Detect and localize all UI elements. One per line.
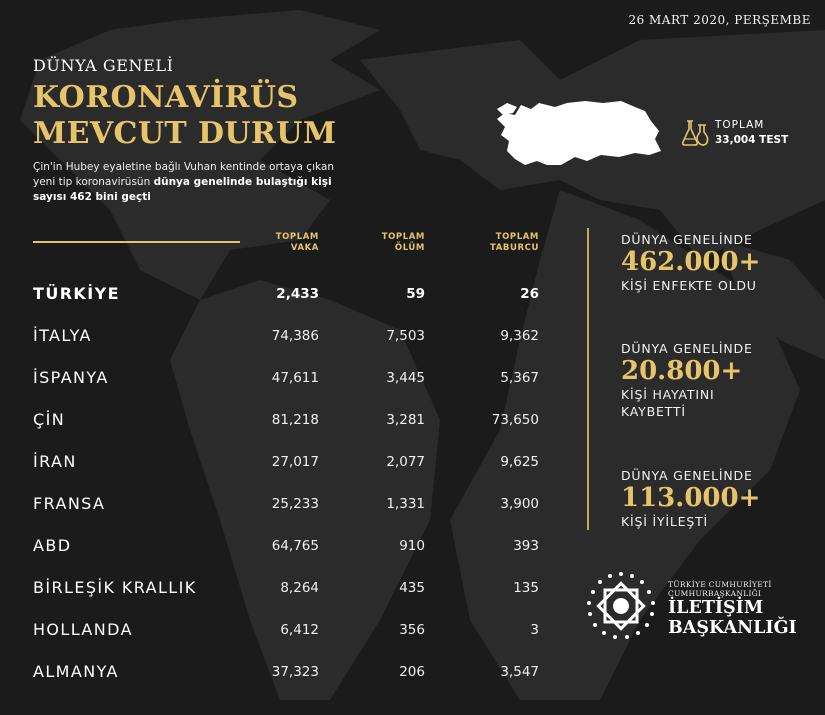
country-name: ABD bbox=[33, 536, 72, 555]
column-header-line: TOPLAM bbox=[381, 232, 425, 242]
country-name: ÇİN bbox=[33, 410, 66, 429]
cases-value: 81,218 bbox=[271, 412, 319, 428]
stat-label-line: KİŞİ HAYATINI bbox=[621, 387, 715, 402]
deaths-value: 356 bbox=[399, 622, 425, 638]
recovered-value: 3,900 bbox=[500, 496, 539, 512]
intro-text bbox=[33, 160, 353, 205]
table-row bbox=[0, 526, 560, 568]
deaths-value: 1,331 bbox=[386, 496, 425, 512]
cases-value: 27,017 bbox=[271, 454, 319, 470]
stat-label-line: KAYBETTİ bbox=[621, 404, 686, 419]
world-label: DÜNYA GENELİ bbox=[33, 56, 174, 75]
stat-label-line: KİŞİ İYİLEŞTİ bbox=[621, 514, 709, 529]
stat-label-top: DÜNYA GENELİNDE bbox=[621, 232, 753, 247]
stat-label-line: KİŞİ ENFEKTE OLDU bbox=[621, 278, 757, 293]
page-title bbox=[33, 80, 336, 152]
deaths-value: 435 bbox=[399, 580, 425, 596]
turkey-map-icon bbox=[495, 95, 663, 173]
recovered-value: 393 bbox=[513, 538, 539, 554]
cases-value: 6,412 bbox=[280, 622, 319, 638]
logo-line-4: BAŞKANLIĞI bbox=[668, 618, 797, 638]
recovered-value: 26 bbox=[520, 286, 539, 302]
country-name: HOLLANDA bbox=[33, 620, 133, 639]
column-header-line: TABURCU bbox=[490, 243, 539, 253]
recovered-value: 73,650 bbox=[491, 412, 539, 428]
column-header-line: ÖLÜM bbox=[394, 243, 425, 253]
cases-value: 2,433 bbox=[276, 286, 319, 302]
cases-value: 37,323 bbox=[271, 664, 319, 680]
table-row bbox=[0, 568, 560, 610]
intro-bold-1: dünya genelinde bulaştığı kişi sayısı 462 bini geçti bbox=[33, 176, 332, 203]
deaths-value: 910 bbox=[399, 538, 425, 554]
test-label: TOPLAM bbox=[715, 119, 765, 131]
country-name: FRANSA bbox=[33, 494, 106, 513]
country-name: BİRLEŞİK KRALLIK bbox=[33, 578, 197, 597]
recovered-value: 3 bbox=[530, 622, 539, 638]
stat-value: 462.000+ bbox=[621, 247, 761, 277]
deaths-value: 3,281 bbox=[386, 412, 425, 428]
deaths-value: 2,077 bbox=[386, 454, 425, 470]
column-header-line: VAKA bbox=[290, 243, 319, 253]
table-row bbox=[0, 652, 560, 694]
stat-deaths bbox=[621, 341, 753, 420]
lab-flasks-icon bbox=[680, 117, 710, 147]
logo-line-2: CUMHURBAŞKANLIĞI bbox=[668, 589, 762, 598]
stat-label-bottom bbox=[621, 386, 753, 420]
recovered-value: 135 bbox=[513, 580, 539, 596]
table-row bbox=[0, 442, 560, 484]
deaths-value: 7,503 bbox=[386, 328, 425, 344]
country-name: ALMANYA bbox=[33, 662, 119, 681]
column-header-deaths bbox=[305, 232, 425, 254]
logo-line-3: İLETİŞİM bbox=[668, 598, 764, 618]
column-header-recovered bbox=[419, 232, 539, 254]
column-header-line: TOPLAM bbox=[495, 232, 539, 242]
deaths-value: 59 bbox=[406, 286, 425, 302]
country-name: TÜRKİYE bbox=[33, 284, 120, 303]
deaths-value: 206 bbox=[399, 664, 425, 680]
cases-value: 64,765 bbox=[271, 538, 319, 554]
stat-label-bottom bbox=[621, 513, 760, 530]
stat-infected bbox=[621, 232, 760, 294]
title-line-1: KORONAVİRÜS bbox=[33, 80, 299, 115]
stat-label-top: DÜNYA GENELİNDE bbox=[621, 468, 753, 483]
date-label: 26 MART 2020, PERŞEMBE bbox=[628, 13, 811, 27]
table-row bbox=[0, 358, 560, 400]
stat-value: 20.800+ bbox=[621, 356, 743, 386]
cases-value: 47,611 bbox=[271, 370, 319, 386]
stat-label-top: DÜNYA GENELİNDE bbox=[621, 341, 753, 356]
recovered-value: 9,362 bbox=[500, 328, 539, 344]
table-row bbox=[0, 610, 560, 652]
table-row bbox=[0, 484, 560, 526]
country-name: İSPANYA bbox=[33, 368, 109, 387]
country-name: İTALYA bbox=[33, 326, 92, 345]
institution-logo-text bbox=[668, 580, 797, 638]
title-line-2: MEVCUT DURUM bbox=[33, 116, 337, 151]
intro-part-1: Çin'in Hubey eyaletine bağlı Vuhan kentinde ortaya çıkan yeni tip koronavirüsün bbox=[33, 161, 334, 188]
cases-value: 74,386 bbox=[271, 328, 319, 344]
table-row bbox=[0, 400, 560, 442]
stat-value: 113.000+ bbox=[621, 483, 761, 513]
stat-label-bottom bbox=[621, 277, 760, 294]
recovered-value: 5,367 bbox=[500, 370, 539, 386]
stat-recovered bbox=[621, 468, 760, 530]
recovered-value: 3,547 bbox=[500, 664, 539, 680]
deaths-value: 3,445 bbox=[386, 370, 425, 386]
cases-value: 8,264 bbox=[280, 580, 319, 596]
emblem-logo-icon bbox=[585, 570, 657, 642]
column-header-cases bbox=[199, 232, 319, 254]
recovered-value: 9,625 bbox=[500, 454, 539, 470]
column-header-line: TOPLAM bbox=[275, 232, 319, 242]
country-name: İRAN bbox=[33, 452, 77, 471]
table-row bbox=[0, 316, 560, 358]
table-row bbox=[0, 274, 560, 316]
stats-divider bbox=[587, 228, 589, 530]
test-value: 33,004 TEST bbox=[715, 134, 789, 146]
logo-line-1: TÜRKİYE CUMHURİYETİ bbox=[668, 580, 772, 589]
cases-value: 25,233 bbox=[271, 496, 319, 512]
